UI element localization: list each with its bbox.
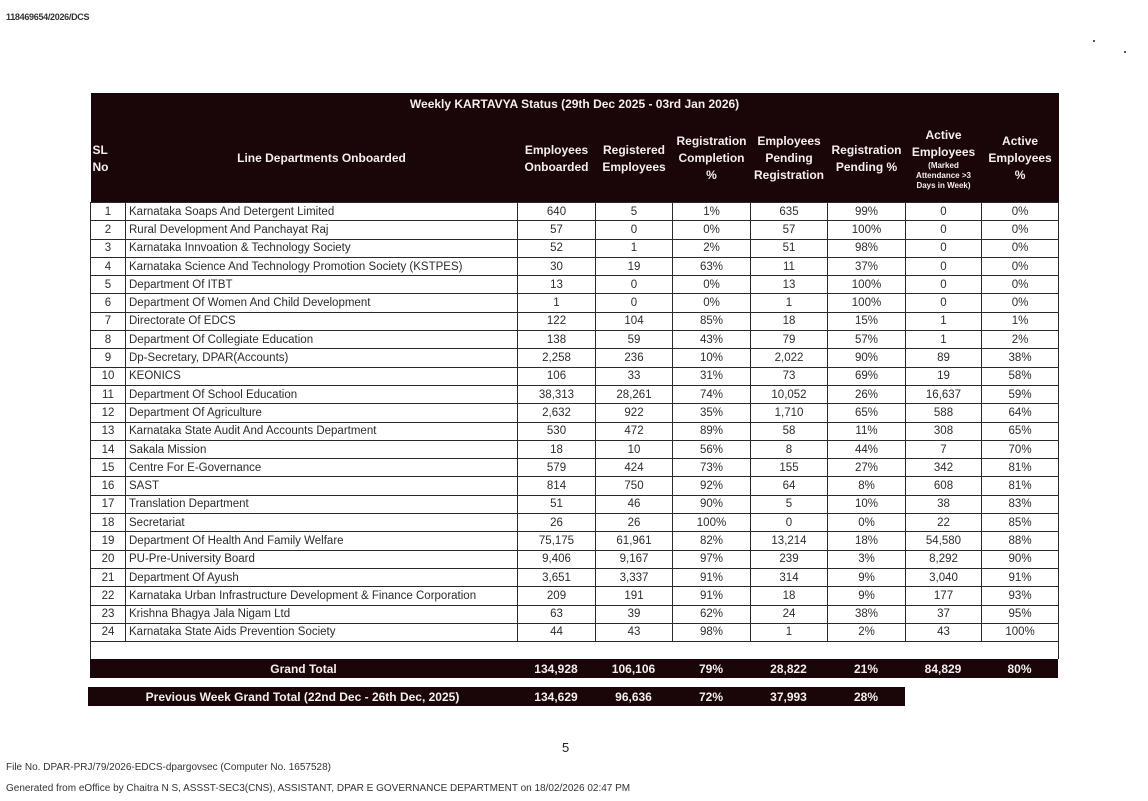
previous-week-pending-pct: 28% xyxy=(853,689,879,704)
col-pending-pct: Registration Pending % xyxy=(828,115,906,203)
document-id: 118469654/2026/DCS xyxy=(6,12,90,22)
department-name-cell: SAST xyxy=(126,477,518,495)
col-reg-completion: Registration Completion % xyxy=(673,115,751,203)
active-cell: 38 xyxy=(906,495,982,513)
pending-pct-cell: 98% xyxy=(828,239,906,257)
pending-cell: 0 xyxy=(751,514,828,532)
onboarded-cell: 13 xyxy=(518,276,596,294)
active-cell: 608 xyxy=(906,477,982,495)
active-pct-cell: 2% xyxy=(982,331,1059,349)
report-title: Weekly KARTAVYA Status (29th Dec 2025 - 03rd Jan 2026) xyxy=(91,93,1059,115)
table-row xyxy=(91,203,1059,221)
active-cell: 54,580 xyxy=(906,532,982,550)
pending-cell: 64 xyxy=(751,477,828,495)
registered-cell: 3,337 xyxy=(596,568,673,586)
onboarded-cell: 2,632 xyxy=(518,404,596,422)
registered-cell: 10 xyxy=(596,440,673,458)
sl-no-cell: 13 xyxy=(91,422,126,440)
sl-no-cell: 24 xyxy=(91,623,126,641)
completion-cell: 1% xyxy=(673,203,751,221)
pending-cell: 5 xyxy=(751,495,828,513)
pending-pct-cell: 26% xyxy=(828,385,906,403)
department-name-cell: Department Of Health And Family Welfare xyxy=(126,532,518,550)
sl-no-cell: 2 xyxy=(91,221,126,239)
pending-cell: 239 xyxy=(751,550,828,568)
sl-no-cell: 7 xyxy=(91,312,126,330)
completion-cell: 82% xyxy=(673,532,751,550)
completion-cell: 100% xyxy=(673,514,751,532)
active-pct-cell: 81% xyxy=(982,477,1059,495)
sl-no-cell: 12 xyxy=(91,404,126,422)
active-cell: 7 xyxy=(906,440,982,458)
generated-by: Generated from eOffice by Chaitra N S, ASSST-SEC3(CNS), ASSISTANT, DPAR E GOVERNANCE DEPARTMENT on 18/02/2026 02:47 PM xyxy=(6,783,631,794)
sl-no-cell: 14 xyxy=(91,440,126,458)
table-row xyxy=(91,605,1059,623)
pending-pct-cell: 100% xyxy=(828,276,906,294)
active-cell: 8,292 xyxy=(906,550,982,568)
pending-pct-cell: 99% xyxy=(828,203,906,221)
sl-no-cell: 21 xyxy=(91,568,126,586)
scan-speck xyxy=(1093,40,1095,42)
sl-no-cell: 10 xyxy=(91,367,126,385)
table-row xyxy=(91,404,1059,422)
table-row xyxy=(91,294,1059,312)
onboarded-cell: 38,313 xyxy=(518,385,596,403)
registered-cell: 59 xyxy=(596,331,673,349)
pending-cell: 1,710 xyxy=(751,404,828,422)
completion-cell: 74% xyxy=(673,385,751,403)
registered-cell: 0 xyxy=(596,294,673,312)
table-row xyxy=(91,440,1059,458)
department-name-cell: Department Of Women And Child Development xyxy=(126,294,518,312)
completion-cell: 85% xyxy=(673,312,751,330)
pending-cell: 314 xyxy=(751,568,828,586)
pending-pct-cell: 11% xyxy=(828,422,906,440)
registered-cell: 5 xyxy=(596,203,673,221)
department-name-cell: Karnataka Innvoation & Technology Society xyxy=(126,239,518,257)
pending-pct-cell: 38% xyxy=(828,605,906,623)
sl-no-cell: 19 xyxy=(91,532,126,550)
pending-cell: 10,052 xyxy=(751,385,828,403)
table-row xyxy=(91,623,1059,641)
registered-cell: 26 xyxy=(596,514,673,532)
pending-pct-cell: 65% xyxy=(828,404,906,422)
col-active-pct: Active Employees % xyxy=(982,115,1059,203)
onboarded-cell: 51 xyxy=(518,495,596,513)
onboarded-cell: 122 xyxy=(518,312,596,330)
table-row xyxy=(91,276,1059,294)
active-cell: 89 xyxy=(906,349,982,367)
department-name-cell: Karnataka Urban Infrastructure Development & Finance Corporation xyxy=(126,587,518,605)
grand-total-pending-pct: 21% xyxy=(853,661,879,676)
pending-pct-cell: 3% xyxy=(828,550,906,568)
pending-cell: 79 xyxy=(751,331,828,349)
active-cell: 37 xyxy=(906,605,982,623)
sl-no-cell: 22 xyxy=(91,587,126,605)
pending-cell: 1 xyxy=(751,294,828,312)
department-name-cell: Karnataka State Audit And Accounts Department xyxy=(126,422,518,440)
table-row xyxy=(91,568,1059,586)
file-number: File No. DPAR-PRJ/79/2026-EDCS-dpargovsec (Computer No. 1657528) xyxy=(6,762,331,773)
onboarded-cell: 1 xyxy=(518,294,596,312)
registered-cell: 33 xyxy=(596,367,673,385)
table-row xyxy=(91,477,1059,495)
completion-cell: 31% xyxy=(673,367,751,385)
completion-cell: 43% xyxy=(673,331,751,349)
completion-cell: 91% xyxy=(673,587,751,605)
active-pct-cell: 95% xyxy=(982,605,1059,623)
sl-no-cell: 20 xyxy=(91,550,126,568)
department-name-cell: Directorate Of EDCS xyxy=(126,312,518,330)
previous-week-pending: 37,993 xyxy=(770,689,807,704)
onboarded-cell: 579 xyxy=(518,459,596,477)
registered-cell: 0 xyxy=(596,221,673,239)
sl-no-cell: 1 xyxy=(91,203,126,221)
department-name-cell: Department Of Ayush xyxy=(126,568,518,586)
active-cell: 0 xyxy=(906,276,982,294)
completion-cell: 91% xyxy=(673,568,751,586)
active-pct-cell: 0% xyxy=(982,276,1059,294)
col-active-label: Active Employees xyxy=(911,127,976,159)
pending-pct-cell: 10% xyxy=(828,495,906,513)
department-name-cell: Department Of ITBT xyxy=(126,276,518,294)
col-registered: Registered Employees xyxy=(596,115,673,203)
department-name-cell: KEONICS xyxy=(126,367,518,385)
registered-cell: 46 xyxy=(596,495,673,513)
department-name-cell: Sakala Mission xyxy=(126,440,518,458)
table-row xyxy=(91,331,1059,349)
active-pct-cell: 58% xyxy=(982,367,1059,385)
department-name-cell: Department Of Collegiate Education xyxy=(126,331,518,349)
table-row xyxy=(91,349,1059,367)
registered-cell: 1 xyxy=(596,239,673,257)
active-pct-cell: 70% xyxy=(982,440,1059,458)
pending-cell: 1 xyxy=(751,623,828,641)
active-cell: 0 xyxy=(906,239,982,257)
pending-pct-cell: 37% xyxy=(828,257,906,275)
registered-cell: 922 xyxy=(596,404,673,422)
registered-cell: 43 xyxy=(596,623,673,641)
completion-cell: 0% xyxy=(673,221,751,239)
completion-cell: 97% xyxy=(673,550,751,568)
pending-cell: 73 xyxy=(751,367,828,385)
sl-no-cell: 6 xyxy=(91,294,126,312)
table-row xyxy=(91,514,1059,532)
pending-pct-cell: 9% xyxy=(828,568,906,586)
active-pct-cell: 38% xyxy=(982,349,1059,367)
grand-total-row xyxy=(90,659,1058,678)
completion-cell: 92% xyxy=(673,477,751,495)
completion-cell: 0% xyxy=(673,294,751,312)
table-row xyxy=(91,587,1059,605)
registered-cell: 472 xyxy=(596,422,673,440)
registered-cell: 236 xyxy=(596,349,673,367)
completion-cell: 0% xyxy=(673,276,751,294)
pending-pct-cell: 69% xyxy=(828,367,906,385)
sl-no-cell: 16 xyxy=(91,477,126,495)
active-pct-cell: 1% xyxy=(982,312,1059,330)
registered-cell: 750 xyxy=(596,477,673,495)
table-row xyxy=(91,532,1059,550)
active-pct-cell: 59% xyxy=(982,385,1059,403)
active-cell: 0 xyxy=(906,257,982,275)
active-cell: 43 xyxy=(906,623,982,641)
active-cell: 3,040 xyxy=(906,568,982,586)
pending-pct-cell: 18% xyxy=(828,532,906,550)
previous-week-onboarded: 134,629 xyxy=(534,689,578,704)
department-name-cell: Karnataka Science And Technology Promotion Society (KSTPES) xyxy=(126,257,518,275)
department-name-cell: Department Of Agriculture xyxy=(126,404,518,422)
active-cell: 1 xyxy=(906,331,982,349)
completion-cell: 35% xyxy=(673,404,751,422)
active-pct-cell: 0% xyxy=(982,221,1059,239)
table-row xyxy=(91,221,1059,239)
active-cell: 16,637 xyxy=(906,385,982,403)
pending-cell: 58 xyxy=(751,422,828,440)
registered-cell: 39 xyxy=(596,605,673,623)
sl-no-cell: 5 xyxy=(91,276,126,294)
previous-week-label: Previous Week Grand Total (22nd Dec - 26th Dec, 2025) xyxy=(145,689,460,704)
sl-no-cell: 17 xyxy=(91,495,126,513)
page-number: 5 xyxy=(562,740,570,755)
department-name-cell: Rural Development And Panchayat Raj xyxy=(126,221,518,239)
active-cell: 588 xyxy=(906,404,982,422)
grand-total-active-pct: 80% xyxy=(1007,661,1032,676)
active-pct-cell: 81% xyxy=(982,459,1059,477)
table-row xyxy=(91,495,1059,513)
previous-week-registered: 96,636 xyxy=(615,689,652,704)
registered-cell: 28,261 xyxy=(596,385,673,403)
pending-pct-cell: 2% xyxy=(828,623,906,641)
active-pct-cell: 100% xyxy=(982,623,1059,641)
pending-cell: 18 xyxy=(751,587,828,605)
active-pct-cell: 65% xyxy=(982,422,1059,440)
onboarded-cell: 75,175 xyxy=(518,532,596,550)
active-cell: 1 xyxy=(906,312,982,330)
blank-row xyxy=(91,642,1059,660)
active-pct-cell: 90% xyxy=(982,550,1059,568)
pending-pct-cell: 100% xyxy=(828,221,906,239)
department-name-cell: Centre For E-Governance xyxy=(126,459,518,477)
registered-cell: 104 xyxy=(596,312,673,330)
registered-cell: 9,167 xyxy=(596,550,673,568)
pending-pct-cell: 8% xyxy=(828,477,906,495)
table-row xyxy=(91,312,1059,330)
department-name-cell: Karnataka State Aids Prevention Society xyxy=(126,623,518,641)
col-department: Line Departments Onboarded xyxy=(126,115,518,203)
department-name-cell: PU-Pre-University Board xyxy=(126,550,518,568)
registered-cell: 424 xyxy=(596,459,673,477)
completion-cell: 56% xyxy=(673,440,751,458)
department-name-cell: Department Of School Education xyxy=(126,385,518,403)
active-pct-cell: 64% xyxy=(982,404,1059,422)
pending-cell: 13,214 xyxy=(751,532,828,550)
table-body xyxy=(91,203,1059,660)
onboarded-cell: 209 xyxy=(518,587,596,605)
active-pct-cell: 0% xyxy=(982,203,1059,221)
department-name-cell: Translation Department xyxy=(126,495,518,513)
completion-cell: 98% xyxy=(673,623,751,641)
table-row xyxy=(91,367,1059,385)
table-row xyxy=(91,385,1059,403)
col-pending: Employees Pending Registration xyxy=(751,115,828,203)
grand-total-active: 84,829 xyxy=(924,661,962,676)
sl-no-cell: 11 xyxy=(91,385,126,403)
grand-total-registered: 106,106 xyxy=(611,661,656,676)
grand-total-onboarded: 134,928 xyxy=(534,661,578,676)
sl-no-cell: 4 xyxy=(91,257,126,275)
onboarded-cell: 138 xyxy=(518,331,596,349)
completion-cell: 2% xyxy=(673,239,751,257)
pending-pct-cell: 100% xyxy=(828,294,906,312)
pending-pct-cell: 27% xyxy=(828,459,906,477)
active-pct-cell: 0% xyxy=(982,239,1059,257)
department-name-cell: Secretariat xyxy=(126,514,518,532)
onboarded-cell: 26 xyxy=(518,514,596,532)
onboarded-cell: 106 xyxy=(518,367,596,385)
onboarded-cell: 63 xyxy=(518,605,596,623)
onboarded-cell: 18 xyxy=(518,440,596,458)
table-row xyxy=(91,459,1059,477)
pending-cell: 57 xyxy=(751,221,828,239)
sl-no-cell: 3 xyxy=(91,239,126,257)
active-pct-cell: 88% xyxy=(982,532,1059,550)
department-name-cell: Dp-Secretary, DPAR(Accounts) xyxy=(126,349,518,367)
onboarded-cell: 52 xyxy=(518,239,596,257)
pending-cell: 13 xyxy=(751,276,828,294)
completion-cell: 90% xyxy=(673,495,751,513)
sl-no-cell: 15 xyxy=(91,459,126,477)
onboarded-cell: 640 xyxy=(518,203,596,221)
active-cell: 342 xyxy=(906,459,982,477)
pending-cell: 8 xyxy=(751,440,828,458)
pending-cell: 18 xyxy=(751,312,828,330)
pending-cell: 51 xyxy=(751,239,828,257)
table-row xyxy=(91,422,1059,440)
table-row xyxy=(91,257,1059,275)
active-pct-cell: 83% xyxy=(982,495,1059,513)
completion-cell: 63% xyxy=(673,257,751,275)
active-pct-cell: 0% xyxy=(982,294,1059,312)
onboarded-cell: 30 xyxy=(518,257,596,275)
grand-total-completion: 79% xyxy=(698,661,724,676)
status-table xyxy=(90,93,1059,659)
col-onboarded: Employees Onboarded xyxy=(518,115,596,203)
sl-no-cell: 8 xyxy=(91,331,126,349)
completion-cell: 10% xyxy=(673,349,751,367)
pending-pct-cell: 57% xyxy=(828,331,906,349)
completion-cell: 62% xyxy=(673,605,751,623)
onboarded-cell: 9,406 xyxy=(518,550,596,568)
registered-cell: 61,961 xyxy=(596,532,673,550)
onboarded-cell: 57 xyxy=(518,221,596,239)
active-cell: 0 xyxy=(906,221,982,239)
onboarded-cell: 2,258 xyxy=(518,349,596,367)
previous-week-total-row xyxy=(88,687,905,706)
active-pct-cell: 0% xyxy=(982,257,1059,275)
grand-total-label: Grand Total xyxy=(270,661,337,676)
pending-pct-cell: 90% xyxy=(828,349,906,367)
onboarded-cell: 814 xyxy=(518,477,596,495)
sl-no-cell: 9 xyxy=(91,349,126,367)
active-cell: 0 xyxy=(906,294,982,312)
sl-no-cell: 23 xyxy=(91,605,126,623)
pending-cell: 24 xyxy=(751,605,828,623)
onboarded-cell: 44 xyxy=(518,623,596,641)
active-pct-cell: 91% xyxy=(982,568,1059,586)
grand-total-pending: 28,822 xyxy=(770,661,807,676)
active-cell: 177 xyxy=(906,587,982,605)
kartavya-status-report xyxy=(90,93,1058,659)
pending-cell: 635 xyxy=(751,203,828,221)
active-pct-cell: 85% xyxy=(982,514,1059,532)
col-active-note: (Marked Attendance >3 Days in Week) xyxy=(916,160,971,190)
completion-cell: 89% xyxy=(673,422,751,440)
table-row xyxy=(91,550,1059,568)
previous-week-completion: 72% xyxy=(698,689,724,704)
registered-cell: 0 xyxy=(596,276,673,294)
sl-no-cell: 18 xyxy=(91,514,126,532)
registered-cell: 191 xyxy=(596,587,673,605)
registered-cell: 19 xyxy=(596,257,673,275)
col-active xyxy=(906,115,982,203)
completion-cell: 73% xyxy=(673,459,751,477)
col-sl-no: SL No xyxy=(91,115,126,203)
department-name-cell: Karnataka Soaps And Detergent Limited xyxy=(126,203,518,221)
pending-cell: 155 xyxy=(751,459,828,477)
pending-pct-cell: 9% xyxy=(828,587,906,605)
onboarded-cell: 530 xyxy=(518,422,596,440)
active-cell: 22 xyxy=(906,514,982,532)
pending-cell: 2,022 xyxy=(751,349,828,367)
active-pct-cell: 93% xyxy=(982,587,1059,605)
pending-pct-cell: 15% xyxy=(828,312,906,330)
scan-speck xyxy=(1124,51,1126,53)
department-name-cell: Krishna Bhagya Jala Nigam Ltd xyxy=(126,605,518,623)
pending-pct-cell: 44% xyxy=(828,440,906,458)
active-cell: 308 xyxy=(906,422,982,440)
active-cell: 19 xyxy=(906,367,982,385)
onboarded-cell: 3,651 xyxy=(518,568,596,586)
active-cell: 0 xyxy=(906,203,982,221)
table-row xyxy=(91,239,1059,257)
pending-pct-cell: 0% xyxy=(828,514,906,532)
pending-cell: 11 xyxy=(751,257,828,275)
